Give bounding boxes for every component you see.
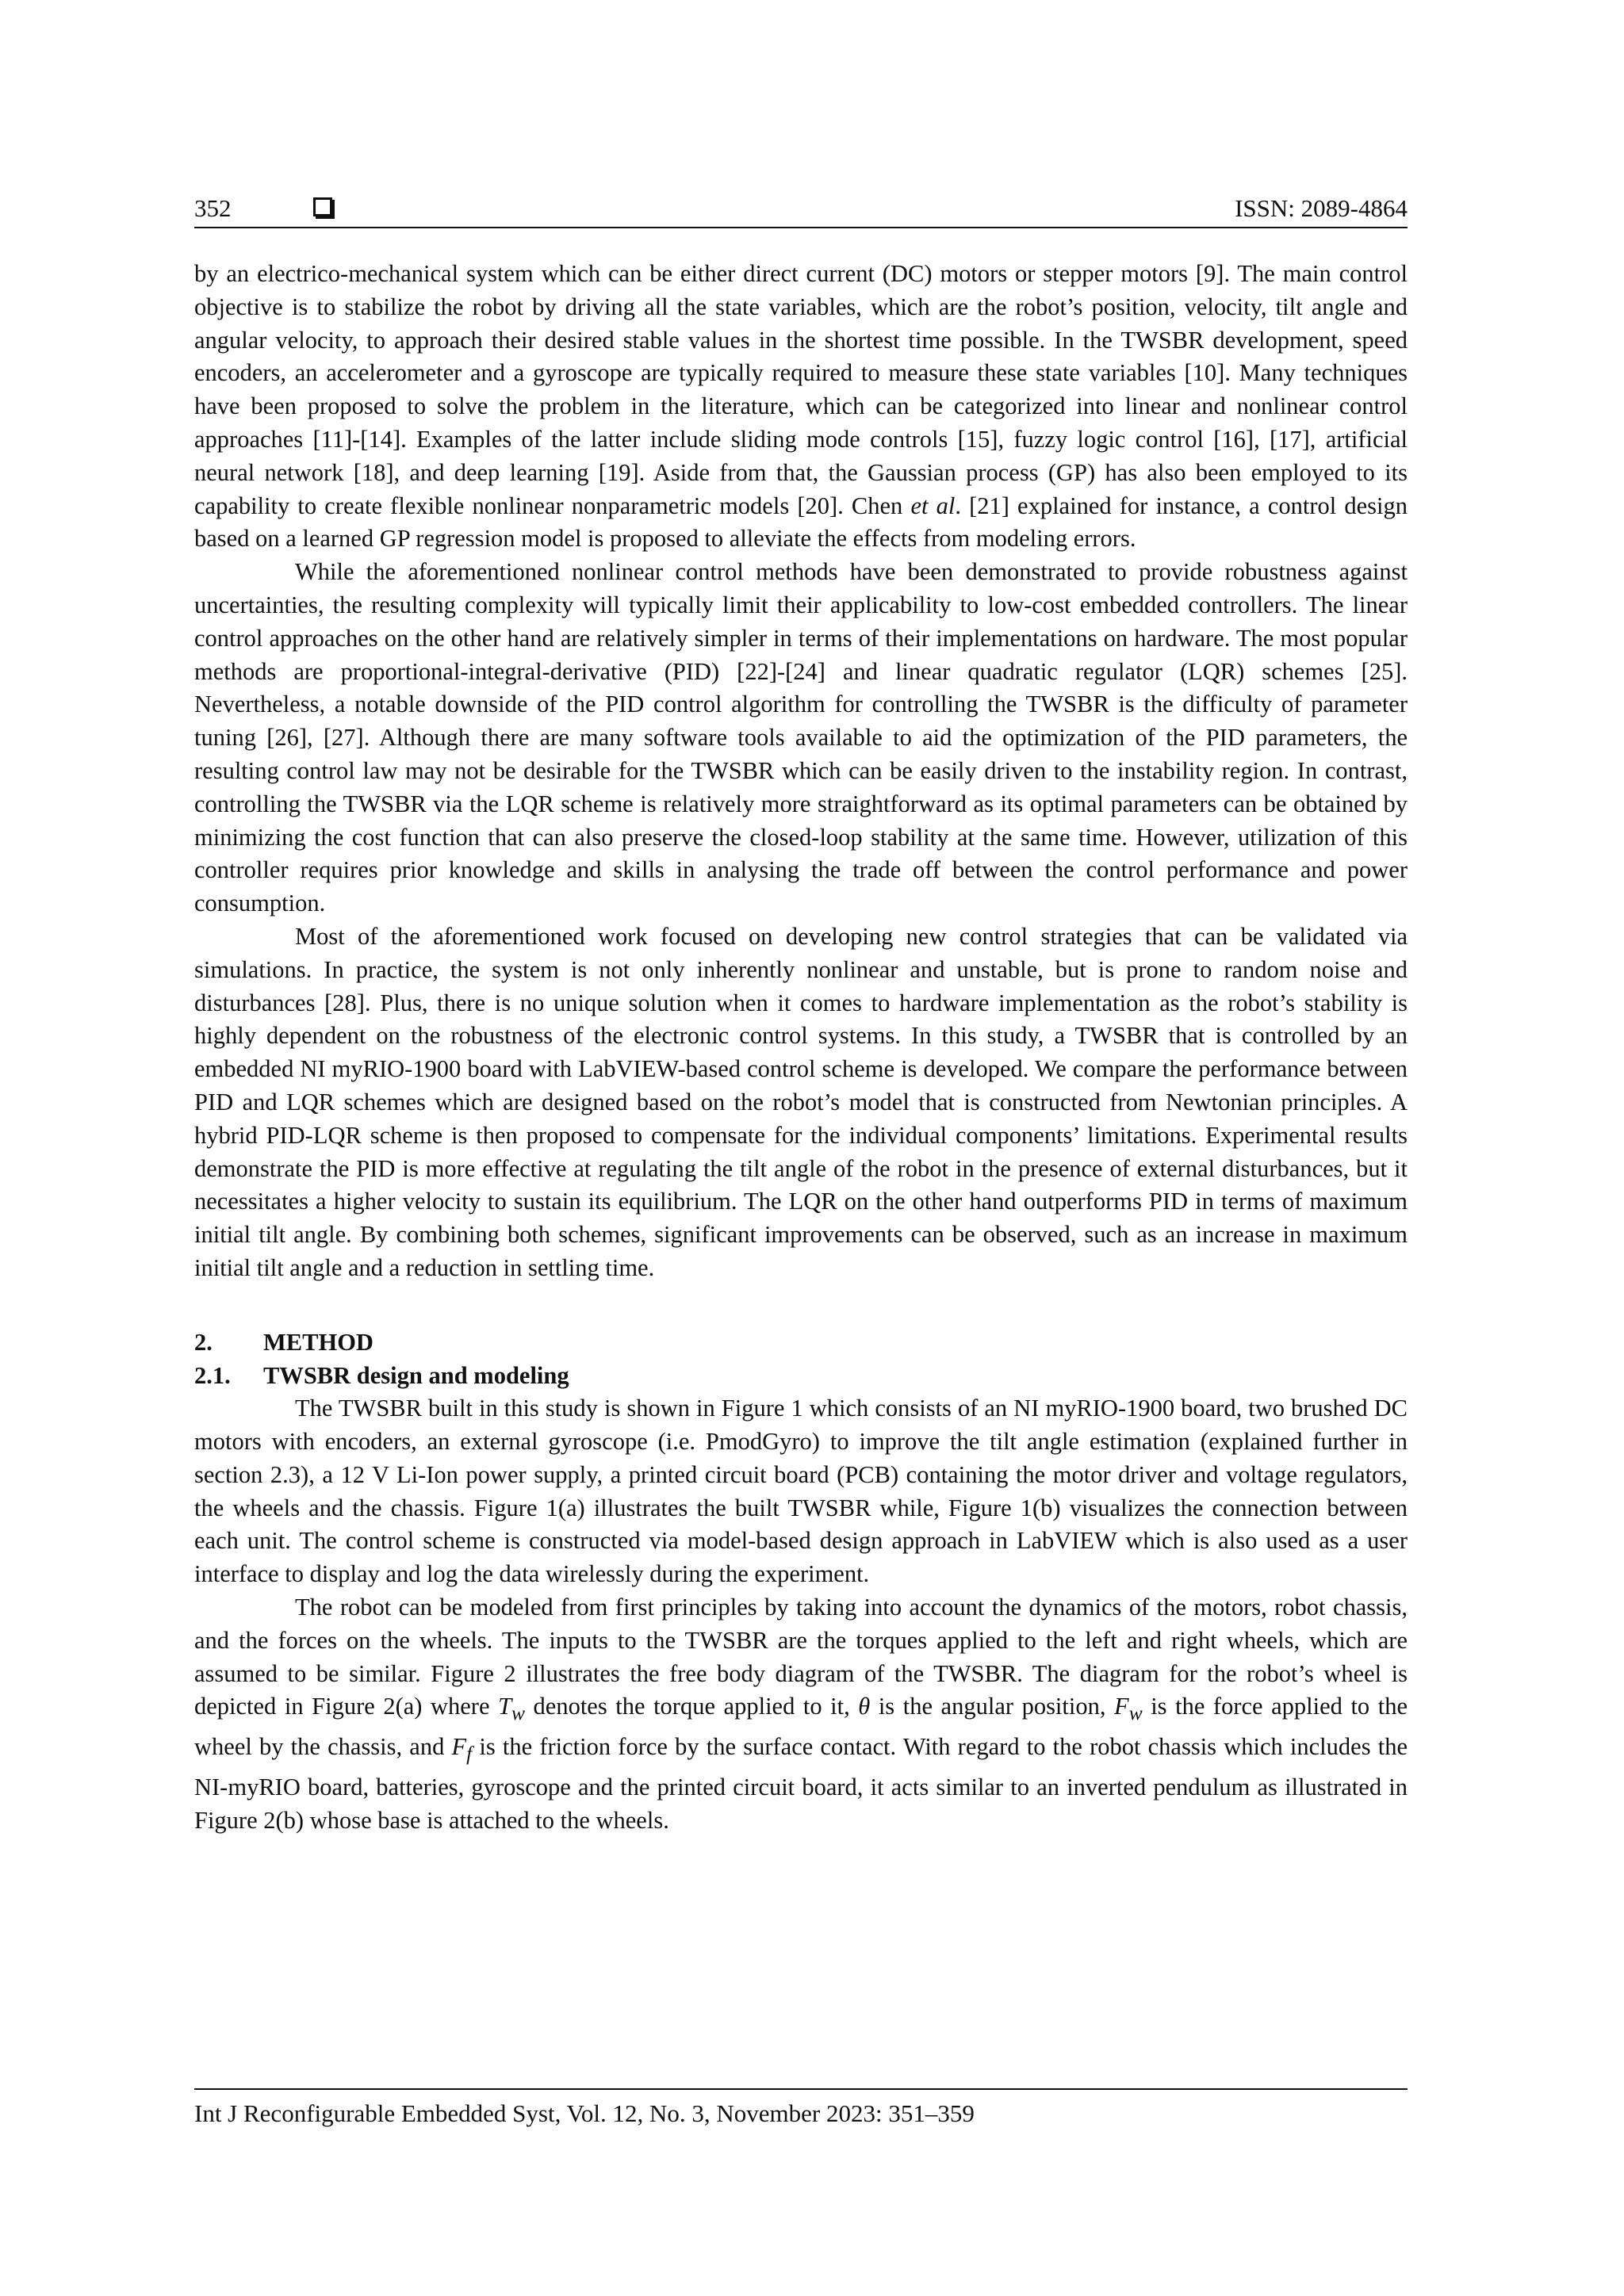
paragraph: The robot can be modeled from first principles by taking into account the dynamics of the motors, robot chassis, and the forces on the wheels. The inputs to the TWSBR are the torques applied to the left and right wheels, which are assumed to be similar. Figure 2 illustrates the free body diagram of the TWSBR. The diagram for the robot’s wheel is depicted in Figure 2(a) where $T_w$ denotes the torque applied to it, θ is the angular position, $F_w$ is the force applied to the wheel by the chassis, and $F_f$ is the friction force by the surface contact. With regard to the robot chassis which includes the NI-myRIO board, batteries, gyroscope and the printed circuit board, it acts similar to an inverted pendulum as illustrated in Figure 2(b) whose base is attached to the wheels. — [194, 1594, 1408, 1835]
math-symbol: $F_f$ — [451, 1733, 473, 1766]
subsection-heading: 2.1. TWSBR design and modeling — [194, 1361, 569, 1389]
body-text — [194, 258, 1408, 1838]
paragraph: The TWSBR built in this study is shown in Figure 1 which consists of an NI myRIO-1900 board, two brushed DC motors with encoders, an external gyroscope (i.e. PmodGyro) to improve the tilt angle estimation (explained further in section 2.3), a 12 V Li-Ion power supply, a printed circuit board (PCB) containing the motor driver and voltage regulators, the wheels and the chassis. Figure 1(a) illustrates the built TWSBR while, Figure 1(b) visualizes the connection between each unit. The control scheme is constructed via model-based design approach in LabVIEW which is also used as a user interface to display and log the data wirelessly during the experiment. — [194, 1395, 1408, 1588]
footer-rule — [194, 2088, 1408, 2090]
math-symbol: $F_w$ — [1114, 1693, 1143, 1725]
page-header — [194, 191, 1408, 229]
paragraph: Most of the aforementioned work focused on developing new control strategies that can be validated via simulations. In practice, the system is not only inherently nonlinear and unstable, but is prone to random noise and disturbances [28]. Plus, there is no unique solution when it comes to hardware implementation as the robot’s stability is highly dependent on the robustness of the electronic control systems. In this study, a TWSBR that is controlled by an embedded NI myRIO-1900 board with LabVIEW-based control scheme is developed. We compare the performance between PID and LQR schemes which are designed based on the robot’s model that is constructed from Newtonian principles. A hybrid PID-LQR scheme is then proposed to compensate for the individual components’ limitations. Experimental results demonstrate the PID is more effective at regulating the tilt angle of the robot in the presence of external disturbances, but it necessitates a higher velocity to sustain its equilibrium. The LQR on the other hand outperforms PID in terms of maximum initial tilt angle. By combining both schemes, significant improvements can be observed, such as an increase in maximum initial tilt angle and a reduction in settling time. — [194, 922, 1408, 1281]
section-heading: 2. METHOD — [194, 1328, 373, 1356]
page-number: 352 — [194, 194, 232, 222]
square-icon — [313, 197, 332, 216]
paragraph: by an electrico-mechanical system which can be either direct current (DC) motors or stepper motors [9]. The main control objective is to stabilize the robot by driving all the state variables, which are the robot’s position, velocity, tilt angle and angular velocity, to approach their desired stable values in the shortest time possible. In the TWSBR development, speed encoders, an accelerometer and a gyroscope are typically required to measure these state variables [10]. Many techniques have been proposed to solve the problem in the literature, which can be categorized into linear and nonlinear control approaches [11]-[14]. Examples of the latter include sliding mode controls [15], fuzzy logic control [16], [17], artificial neural network [18], and deep learning [19]. Aside from that, the Gaussian process (GP) has also been employed to its capability to create flexible nonlinear nonparametric models [20]. Chen et al. [21] explained for instance, a control design based on a learned GP regression model is proposed to alleviate the effects from modeling errors. — [194, 260, 1408, 553]
header-rule — [194, 227, 1408, 228]
issn: ISSN: 2089-4864 — [1235, 194, 1408, 222]
paragraph: While the aforementioned nonlinear control methods have been demonstrated to provide robustness against uncertainties, the resulting complexity will typically limit their applicability to low-cost embedded controllers. The linear control approaches on the other hand are relatively simpler in terms of their implementations on hardware. The most popular methods are proportional-integral-derivative (PID) [22]-[24] and linear quadratic regulator (LQR) schemes [25]. Nevertheless, a notable downside of the PID control algorithm for controlling the TWSBR is the difficulty of parameter tuning [26], [27]. Although there are many software tools available to aid the optimization of the PID parameters, the resulting control law may not be desirable for the TWSBR which can be easily driven to the instability region. In contrast, controlling the TWSBR via the LQR scheme is relatively more straightforward as its optimal parameters can be obtained by minimizing the cost function that can also preserve the closed-loop stability at the same time. However, utilization of this controller requires prior knowledge and skills in analysing the trade off between the control performance and power consumption. — [194, 558, 1408, 917]
math-symbol: θ — [858, 1693, 871, 1720]
page-footer: Int J Reconfigurable Embedded Syst, Vol. 12, No. 3, November 2023: 351–359 — [194, 2099, 975, 2127]
emphasis: et al — [910, 492, 956, 519]
math-symbol: $T_w$ — [498, 1693, 525, 1725]
